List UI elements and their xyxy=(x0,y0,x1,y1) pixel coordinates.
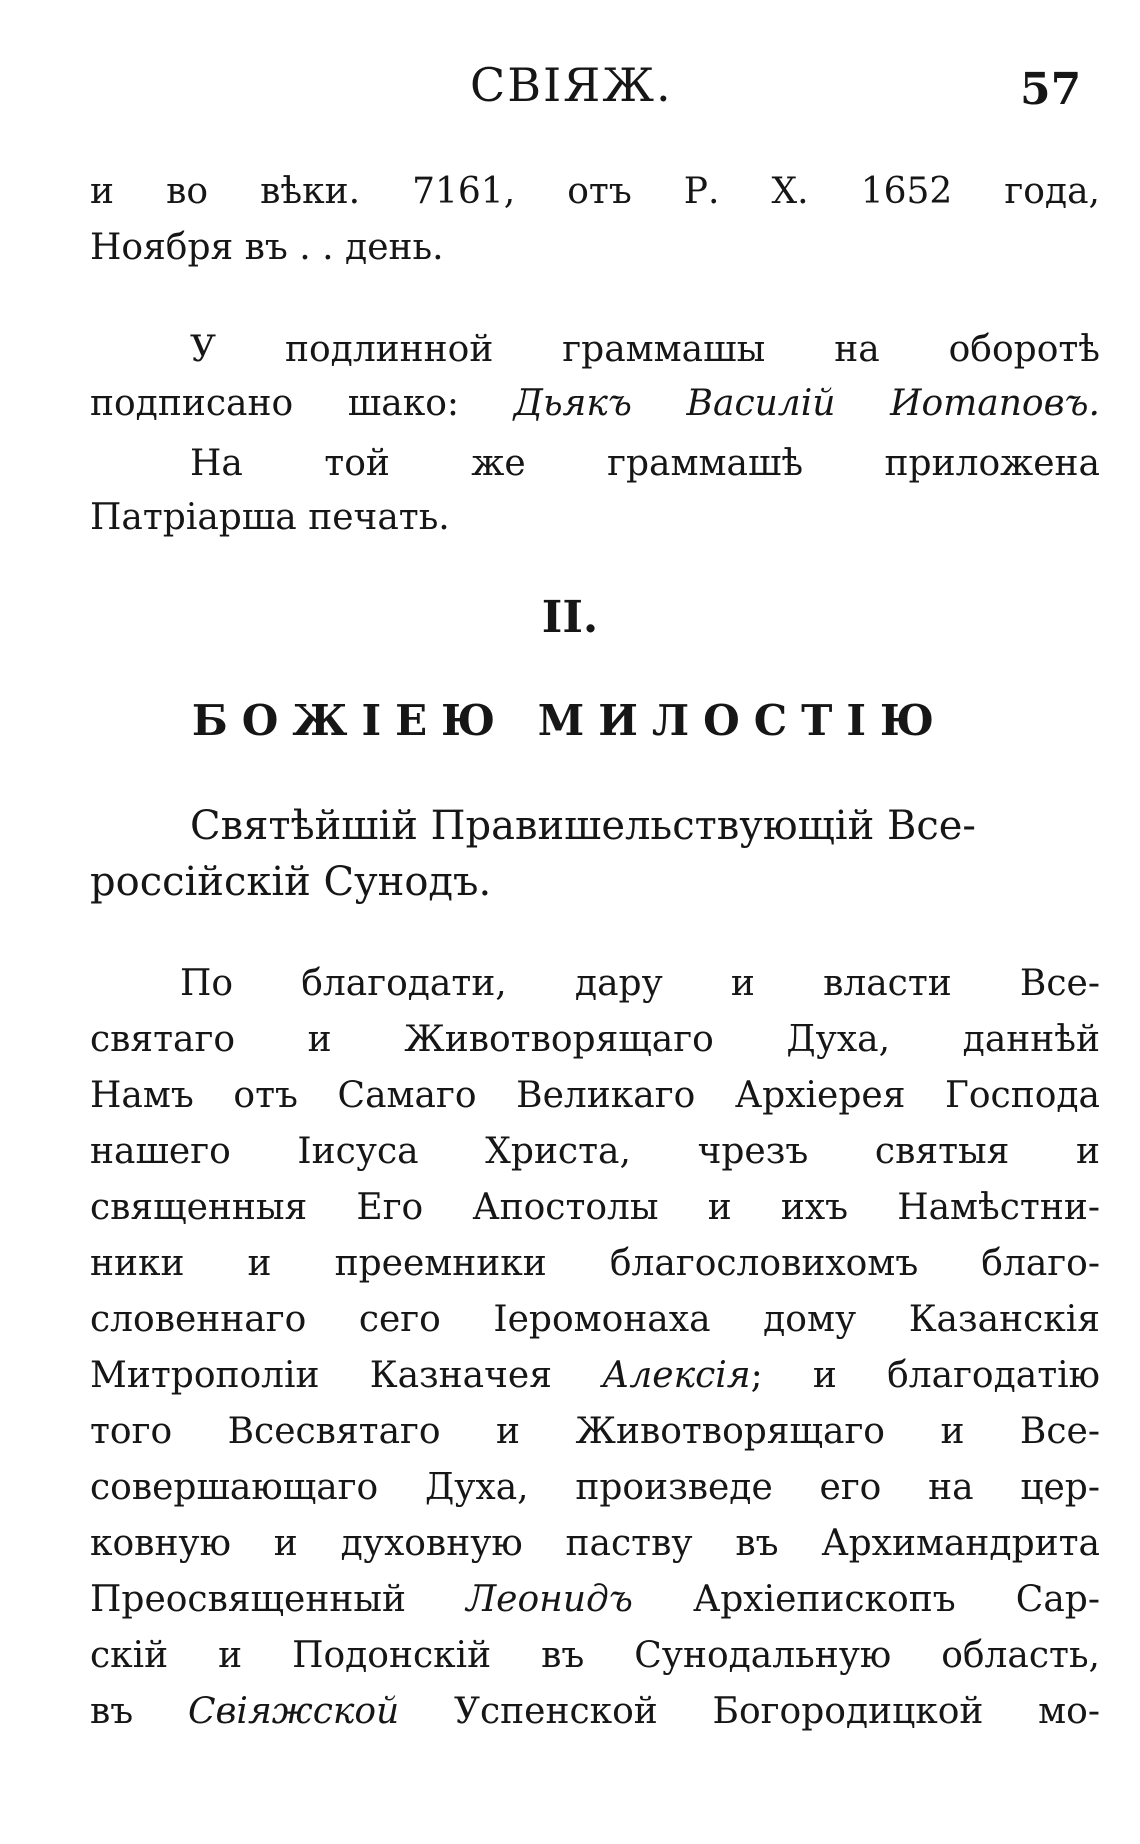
body-line-12 xyxy=(90,1576,1100,1624)
section-heading: БОЖІЕЮ МИЛОСТІЮ xyxy=(191,696,949,745)
section-subheading-line-1: Святѣйшій Правишельствующій Все- xyxy=(190,803,976,849)
opening-line-2: Ноября въ . . день. xyxy=(90,227,444,268)
body-line-14-end: Успенской Богородицкой мо- xyxy=(399,1691,1100,1732)
place-sviyazhskoy: Свіяжской xyxy=(187,1691,400,1732)
body-line-14 xyxy=(90,1688,1100,1736)
body-line-14-start: въ xyxy=(90,1691,188,1732)
body-line-13: скій и Подонскій въ Сунодальную область, xyxy=(90,1635,1100,1676)
page-number: 57 xyxy=(1020,64,1082,115)
body-line-12-start: Преосвященный xyxy=(90,1579,467,1620)
signature-note-line-3: На той же граммашѣ приложена xyxy=(190,443,1100,484)
body-line-9: того Всесвятаго и Животворящаго и Все- xyxy=(90,1411,1100,1452)
body-line-12-end: Архіепископъ Сар- xyxy=(632,1579,1100,1620)
body-line-8-start: Митрополіи Казначея xyxy=(90,1355,603,1396)
signature-note-line-2-start: подписано шако: xyxy=(90,383,514,424)
body-line-8-end: ; и благодатію xyxy=(750,1355,1101,1396)
running-head xyxy=(0,58,1140,118)
running-title: СВІЯЖ. xyxy=(470,58,673,112)
opening-line-1: и во вѣки. 7161, отъ Р. Х. 1652 года, xyxy=(90,171,1100,212)
body-line-1: По благодати, дару и власти Все- xyxy=(180,963,1100,1004)
name-aleksiy: Алексія xyxy=(602,1355,751,1396)
body-line-2: святаго и Животворящаго Духа, даннѣй xyxy=(90,1019,1100,1060)
name-leonid: Леонидъ xyxy=(466,1579,633,1620)
body-line-11: ковную и духовную паству въ Архимандрита xyxy=(90,1523,1100,1564)
body-line-7: словеннаго сего Іеромонаха дому Казанскія xyxy=(90,1299,1100,1340)
signature-note-line-1: У подлинной граммашы на оборотѣ xyxy=(190,329,1100,370)
body-line-3: Намъ отъ Самаго Великаго Архіерея Господа xyxy=(90,1075,1100,1116)
body-line-6: ники и преемники благословихомъ благо- xyxy=(90,1243,1100,1284)
body-line-8 xyxy=(90,1352,1100,1400)
signature-note-line-2 xyxy=(90,380,1100,428)
section-subheading-line-2: россійскій Сунодъ. xyxy=(90,859,492,905)
body-line-10: совершающаго Духа, произведе его на цер- xyxy=(90,1467,1100,1508)
section-number: II. xyxy=(541,592,599,643)
body-line-4: нашего Іисуса Христа, чрезъ святыя и xyxy=(90,1131,1100,1172)
body-line-5: священныя Его Апостолы и ихъ Намѣстни- xyxy=(90,1187,1100,1228)
signature-name: Дьякъ Василій Иотаповъ. xyxy=(513,383,1100,424)
signature-note-line-4: Патріарша печать. xyxy=(90,497,450,538)
